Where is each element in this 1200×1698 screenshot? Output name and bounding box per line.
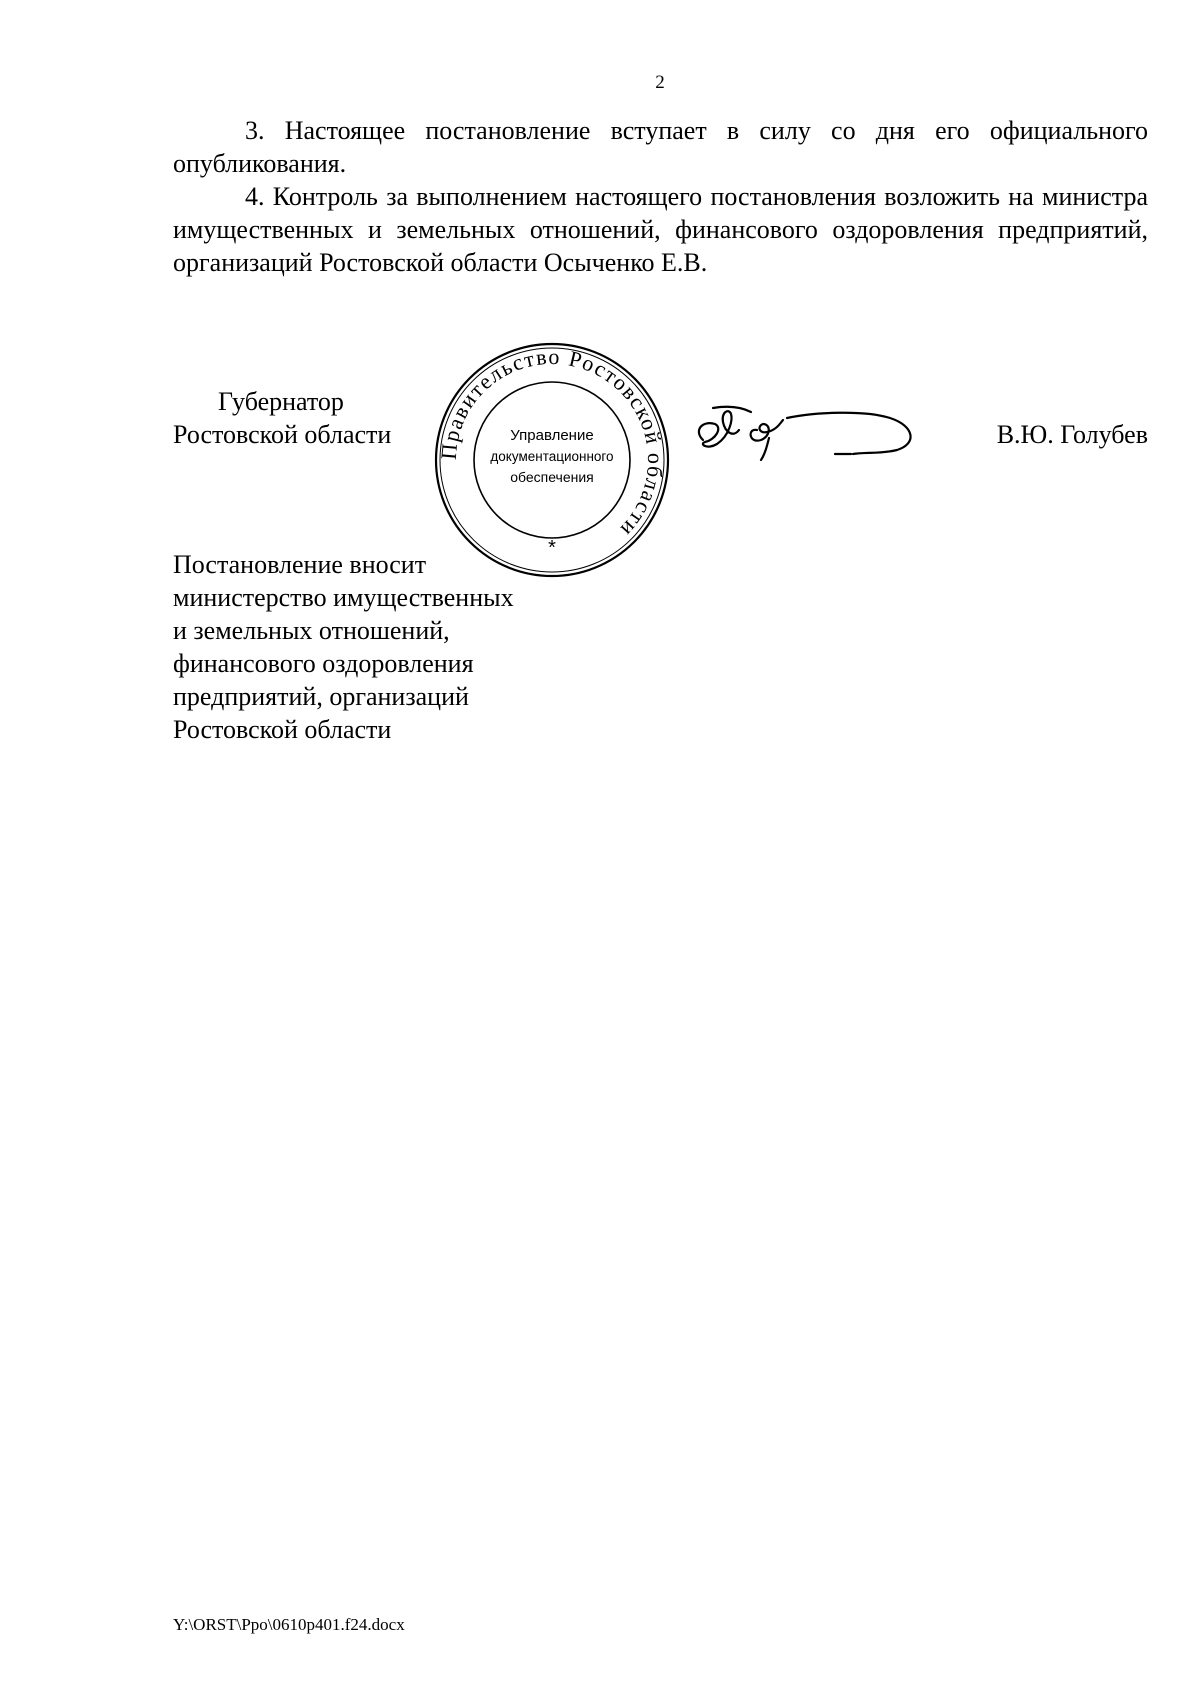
introduced-by-line: финансового оздоровления bbox=[173, 649, 474, 678]
file-path-footer: Y:\ORST\Ppo\0610p401.f24.docx bbox=[173, 1615, 405, 1634]
seal-star: * bbox=[548, 537, 556, 559]
signatory-title bbox=[173, 385, 391, 451]
signatory-title-line2: Ростовской области bbox=[173, 420, 392, 449]
introduced-by-line: Ростовской области bbox=[173, 715, 392, 744]
seal-inner-line3: обеспечения bbox=[510, 469, 594, 485]
introduced-by-line: министерство имущественных bbox=[173, 583, 514, 612]
signatory-title-line1: Губернатор bbox=[218, 387, 344, 416]
official-seal bbox=[432, 340, 672, 580]
seal-inner-line1: Управление bbox=[510, 427, 594, 444]
introduced-by-line: предприятий, организаций bbox=[173, 682, 469, 711]
body-text bbox=[173, 114, 1148, 279]
page-number: 2 bbox=[655, 72, 665, 93]
introduced-by-block bbox=[173, 548, 514, 746]
introduced-by-line: и земельных отношений, bbox=[173, 616, 450, 645]
signature-block bbox=[0, 340, 1200, 580]
paragraph-4: 4. Контроль за выполнением настоящего постановления возложить на министра имущественных и земельных отношений, финансового оздоровления предприятий, организаций Ростовской области Осыченко Е.В. bbox=[173, 182, 1148, 277]
seal-outer-text: Правительство Ростовской области bbox=[435, 343, 669, 543]
signatory-name: В.Ю. Голубев bbox=[996, 420, 1148, 449]
seal-inner-line2: документационного bbox=[490, 449, 614, 464]
handwritten-signature bbox=[685, 400, 935, 470]
paragraph-3: 3. Настоящее постановление вступает в силу со дня его официального опубликования. bbox=[173, 116, 1148, 178]
introduced-by-line: Постановление вносит bbox=[173, 550, 427, 579]
